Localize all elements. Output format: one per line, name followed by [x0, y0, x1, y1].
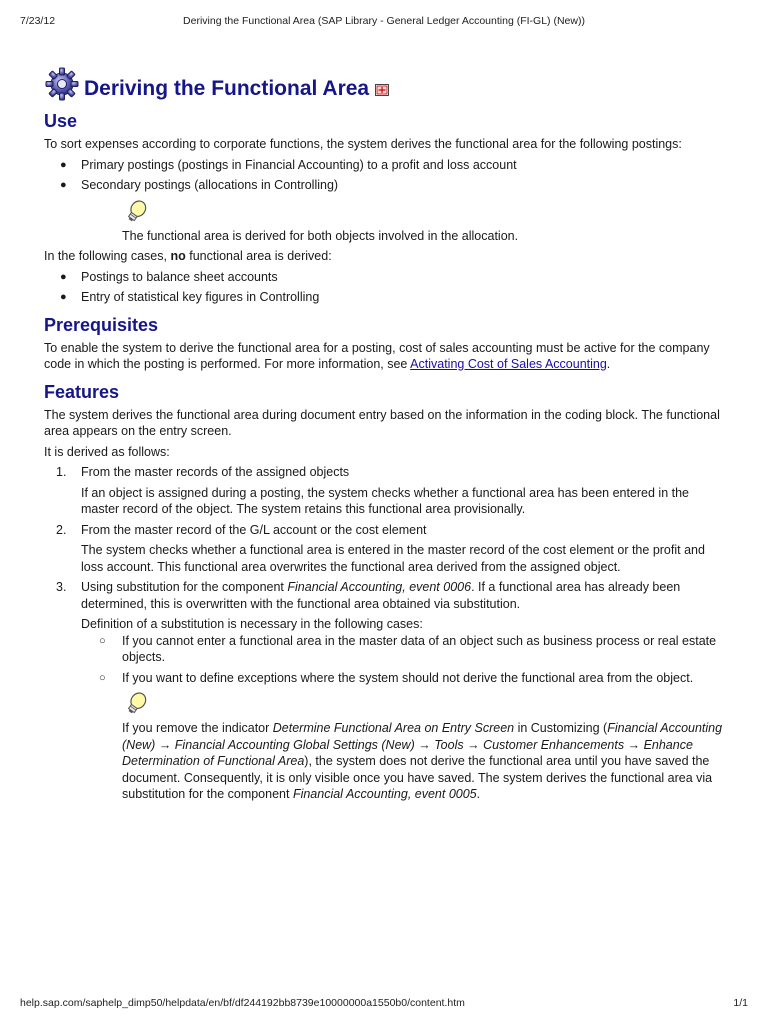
note-i6: Enhance Determination of Functional Area [122, 737, 693, 768]
list-item [44, 157, 724, 174]
step3-text-b: . If a functional area has already been determined, this is overwritten with the functional area obtained via substitution. [81, 580, 681, 611]
note-arrow: → [624, 737, 644, 752]
note-t2: in Customizing ( [514, 721, 608, 735]
list-item-text: If you want to define exceptions where the system should not derive the functional area from the object. [122, 670, 694, 685]
list-item [44, 177, 724, 194]
circle-bullet-icon: ○ [99, 671, 106, 684]
note-t3: ), the system does not derive the functional area until you have saved the document. Consequently, it is only visible once you have saved. The system derives the functional area via substitution for the component [122, 754, 713, 801]
note-i7: Financial Accounting, event 0005 [292, 787, 477, 801]
list-item-text: Secondary postings (allocations in Controlling) [81, 178, 339, 192]
cases-text-bold: no [170, 249, 186, 263]
document-body [44, 62, 724, 807]
note-i4: Tools [434, 737, 464, 752]
step-desc: The system checks whether a functional area is entered in the master record of the cost element or the profit and loss account. This functional area overwrites the functional area derived from the assigned object. [81, 543, 705, 574]
step-desc: If an object is assigned during a posting, the system checks whether a functional area has been entered in the master record of the object. The system retains this functional area provisionally. [81, 485, 690, 516]
prereq-end: . [606, 357, 611, 371]
activating-cost-link[interactable]: Activating Cost of Sales Accounting [410, 357, 607, 371]
no-derivation-list [44, 269, 724, 306]
prerequisites-text [44, 340, 724, 373]
lightbulb-icon [122, 198, 150, 226]
features-p2: It is derived as follows: [44, 444, 170, 459]
print-header [20, 14, 748, 28]
page-number: 1/1 [733, 997, 748, 1009]
step3-text-a: Using substitution for the component [81, 580, 288, 594]
posting-list [44, 157, 724, 194]
print-date: 7/23/12 [20, 15, 56, 27]
page-title-text: Deriving the Functional Area [84, 77, 370, 100]
list-item [81, 633, 724, 666]
bullet-icon: ● [60, 158, 67, 171]
list-item-text: If you cannot enter a functional area in the master data of an object such as business process or real estate objects. [122, 633, 717, 664]
note-text: The functional area is derived for both objects involved in the allocation. [122, 228, 519, 243]
list-item-text: Entry of statistical key figures in Controlling [81, 290, 320, 304]
step-title: From the master record of the G/L account or the cost element [81, 522, 427, 537]
note-t4: . [476, 787, 481, 801]
step-title: From the master records of the assigned objects [81, 465, 350, 479]
bullet-icon: ● [60, 179, 67, 191]
title-row [44, 62, 724, 102]
note-i5: Customer Enhancements [483, 737, 625, 752]
expand-all-icon[interactable] [375, 84, 389, 96]
step-number: 1. [56, 465, 67, 479]
note-i3: Financial Accounting Global Settings (New) [174, 737, 415, 752]
note-arrow: → [155, 737, 175, 752]
bullet-icon: ● [60, 270, 67, 283]
step-number: 3. [56, 580, 67, 594]
use-heading: Use [44, 111, 78, 131]
prereq-body: To enable the system to derive the functional area for a posting, cost of sales accounting must be active for the company code in which the posting is performed. For more information, see [44, 340, 710, 371]
list-item-text: Primary postings (postings in Financial Accounting) to a profit and loss account [81, 157, 517, 172]
step-item [44, 464, 724, 518]
use-intro: To sort expenses according to corporate functions, the system derives the functional area for the following postings: [44, 137, 682, 151]
bullet-icon: ● [60, 291, 67, 303]
circle-bullet-icon: ○ [99, 634, 106, 647]
list-item-text: Postings to balance sheet accounts [81, 269, 278, 284]
step-item [44, 522, 724, 576]
note-arrow: → [414, 737, 435, 752]
note-text [122, 721, 722, 801]
note-block [122, 198, 724, 245]
list-item [44, 289, 724, 306]
step-title [81, 579, 724, 612]
page-url: help.sap.com/saphelp_dimp50/helpdata/en/bf/df244192bb8739e10000000a1550b0/content.htm [20, 997, 465, 1009]
lightbulb-icon [122, 690, 150, 718]
note-i2: Financial Accounting (New) [122, 721, 723, 752]
step-number: 2. [56, 522, 67, 537]
print-footer [20, 996, 748, 1010]
derivation-steps [44, 464, 724, 803]
note-arrow: → [463, 737, 484, 752]
step-desc: Definition of a substitution is necessary in the following cases: [81, 617, 423, 631]
list-item [81, 670, 724, 687]
features-heading: Features [44, 381, 120, 402]
note-block [122, 690, 724, 803]
note-i1: Determine Functional Area on Entry Screen [272, 721, 515, 735]
page-title [84, 76, 389, 102]
note-t1: If you remove the indicator [122, 721, 273, 735]
cases-text-a: In the following cases, [44, 249, 171, 263]
features-p1: The system derives the functional area during document entry based on the information in the coding block. The functional area appears on the entry screen. [44, 407, 720, 438]
list-item [44, 269, 724, 286]
step3-italic: Financial Accounting, event 0006 [287, 580, 472, 594]
cases-text-b: functional area is derived: [185, 249, 332, 263]
step-item [44, 579, 724, 803]
substitution-cases [81, 633, 724, 687]
print-title: Deriving the Functional Area (SAP Library - General Ledger Accounting (FI-GL) (New)) [183, 15, 585, 27]
cases-intro [44, 248, 724, 265]
gear-icon [44, 66, 80, 102]
prerequisites-heading: Prerequisites [44, 314, 159, 335]
